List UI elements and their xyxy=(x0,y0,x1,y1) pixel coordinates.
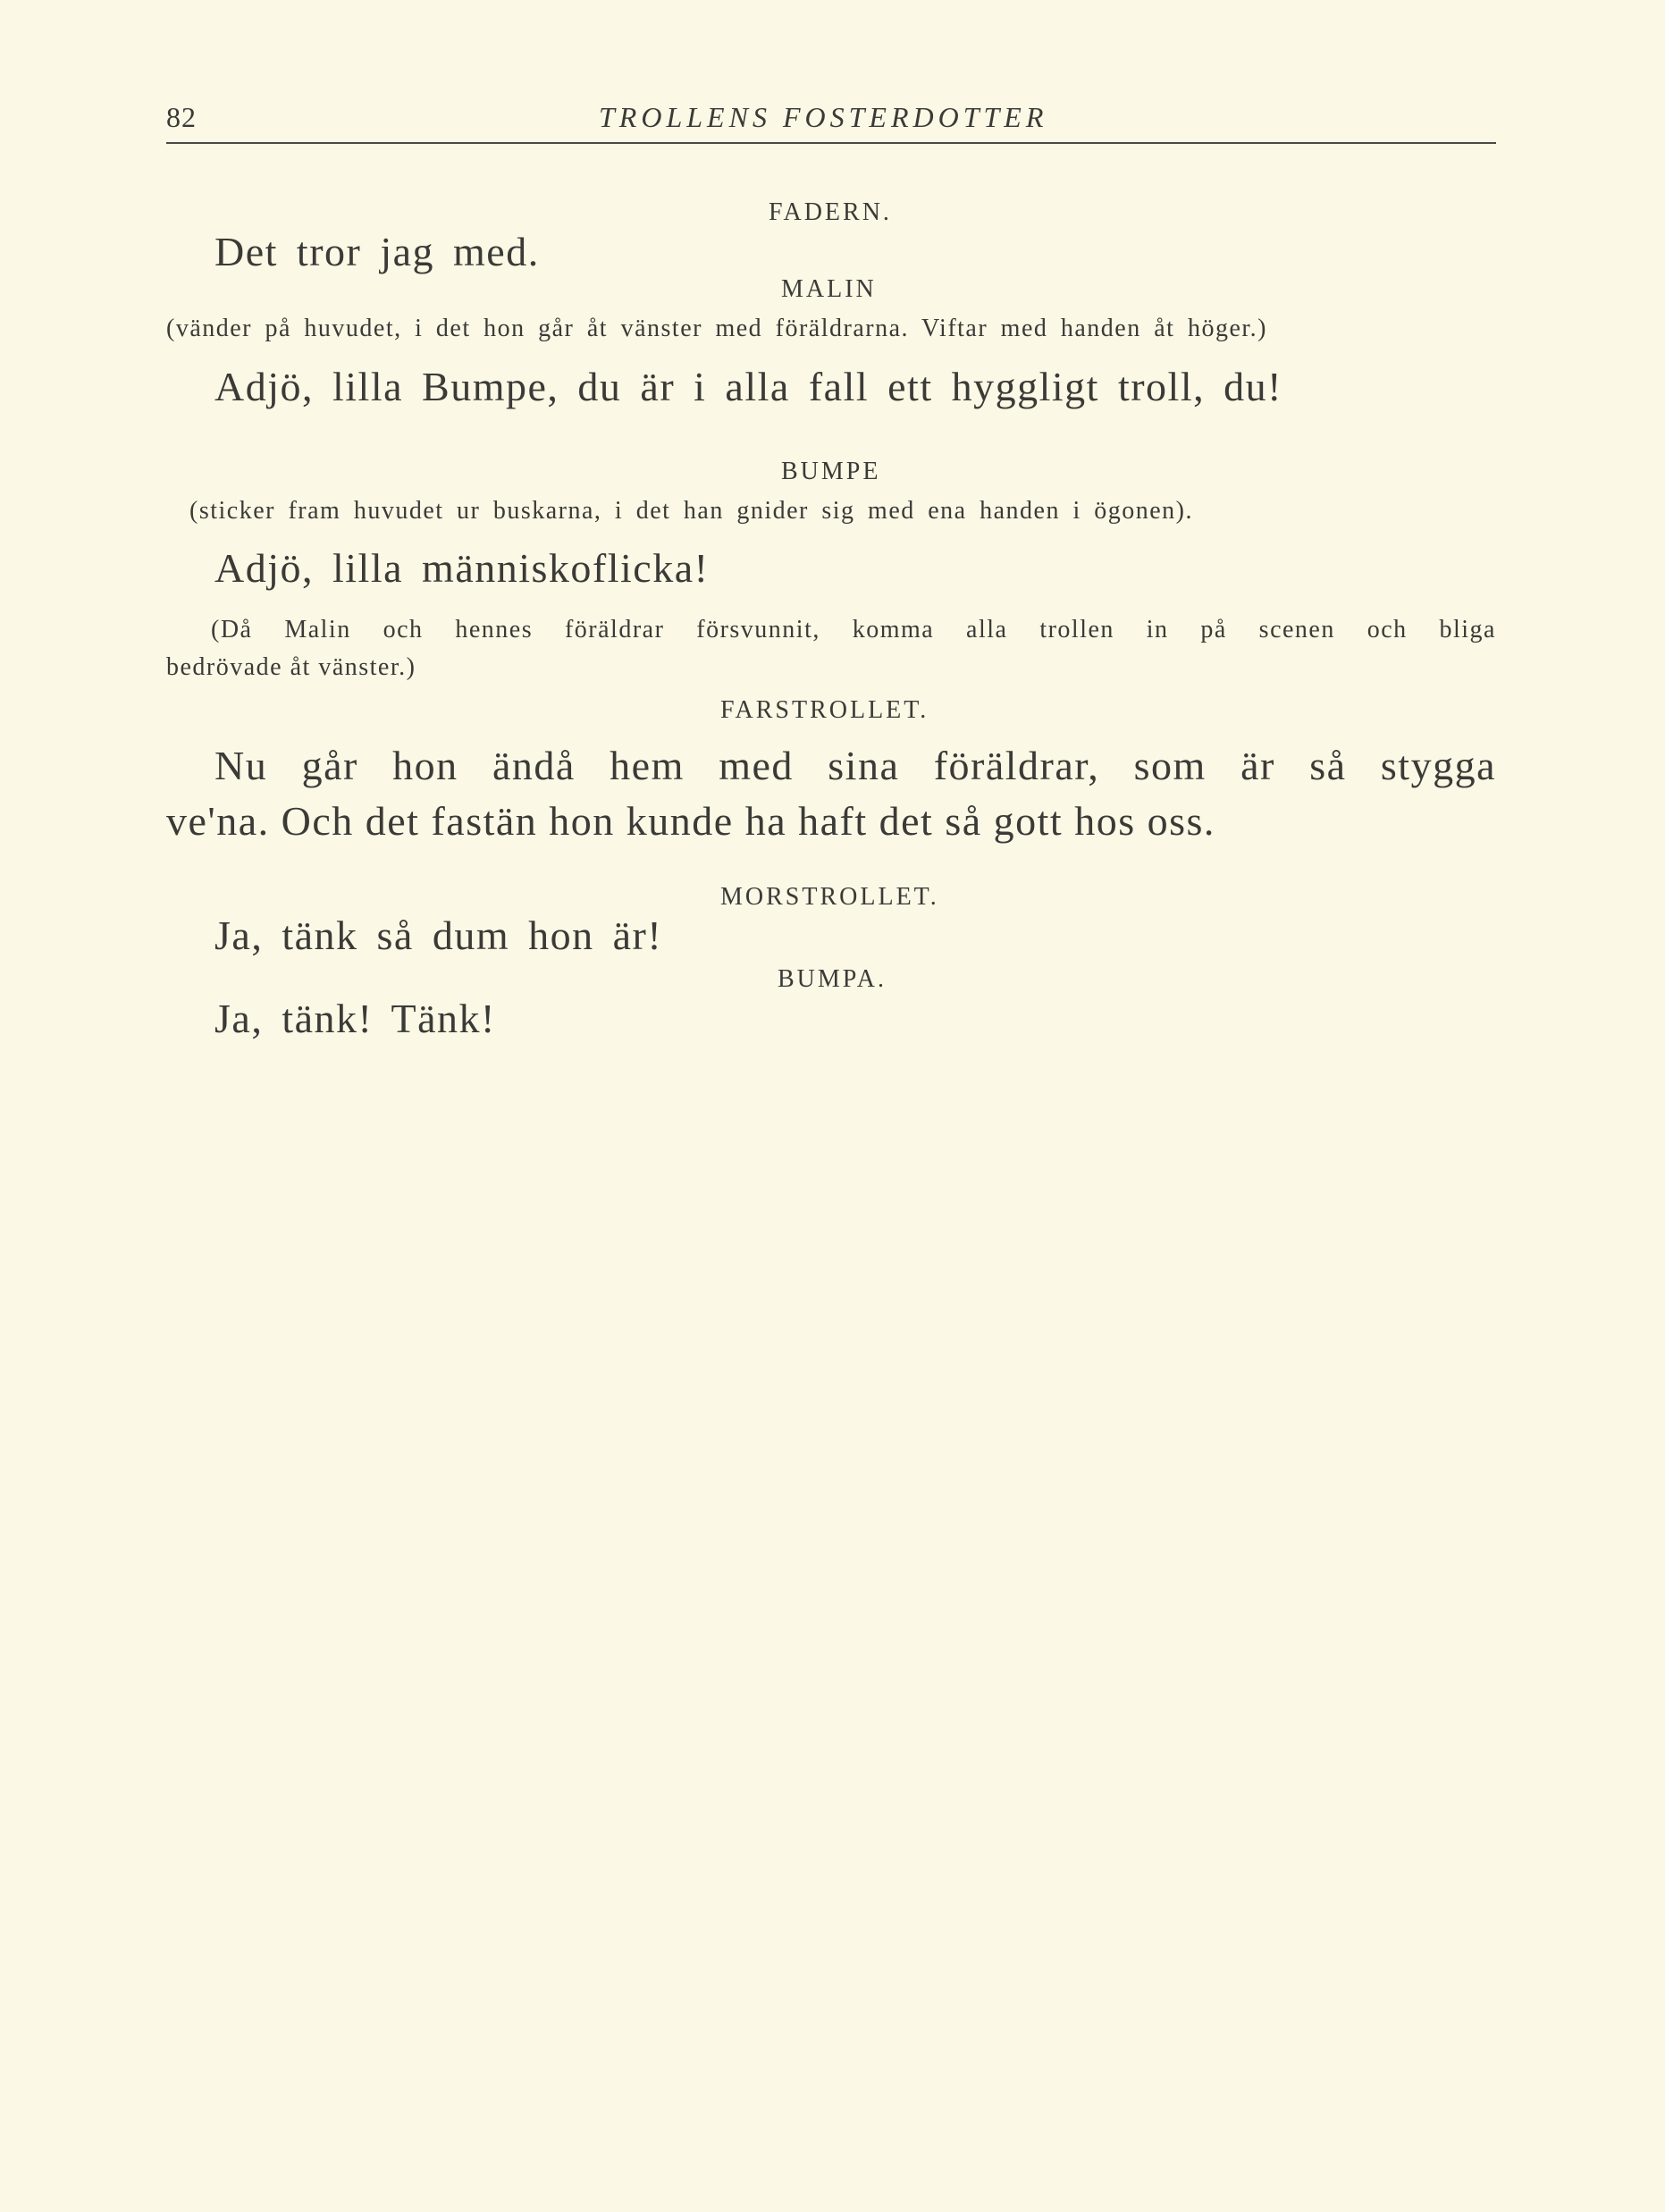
malin-stage-direction: (vänder på huvudet, i det hon går åt vänster med föräldrarna. Viftar med handen åt höger.) xyxy=(166,315,1267,342)
page-number: 82 xyxy=(166,101,197,133)
speaker-malin: MALIN xyxy=(781,275,877,303)
fadern-line: Det tror jag med. xyxy=(214,229,540,274)
stage-direction-line-1: (Då Malin och hennes föräldrar försvunnit, komma alla trollen in på scenen och bliga xyxy=(211,616,1496,643)
farstrollet-line-2: ve'na. Och det fastän hon kunde ha haft det så gott hos oss. xyxy=(166,798,1215,844)
malin-line: Adjö, lilla Bumpe, du är i alla fall ett hyggligt troll, du! xyxy=(214,364,1282,409)
speaker-bumpe: BUMPE xyxy=(781,458,881,485)
stage-direction-trolls xyxy=(166,611,1496,686)
bumpe-line: Adjö, lilla människoflicka! xyxy=(214,545,710,591)
speaker-fadern: FADERN. xyxy=(769,198,892,226)
stage-direction-line-2: bedrövade åt vänster.) xyxy=(166,653,416,681)
farstrollet-line-1: Nu går hon ändå hem med sina föräldrar, som är så stygga xyxy=(214,743,1496,788)
header-rule xyxy=(166,142,1496,144)
speaker-morstrollet: MORSTROLLET. xyxy=(720,883,939,911)
morstrollet-line: Ja, tänk så dum hon är! xyxy=(214,913,663,958)
running-title: TROLLENS FOSTERDOTTER xyxy=(599,101,1048,133)
bumpa-line: Ja, tänk! Tänk! xyxy=(214,996,496,1041)
bumpe-stage-direction: (sticker fram huvudet ur buskarna, i det han gnider sig med ena handen i ögonen). xyxy=(189,497,1193,525)
farstrollet-speech xyxy=(166,738,1496,849)
speaker-bumpa: BUMPA. xyxy=(778,965,887,993)
speaker-farstrollet: FARSTROLLET. xyxy=(720,696,929,724)
